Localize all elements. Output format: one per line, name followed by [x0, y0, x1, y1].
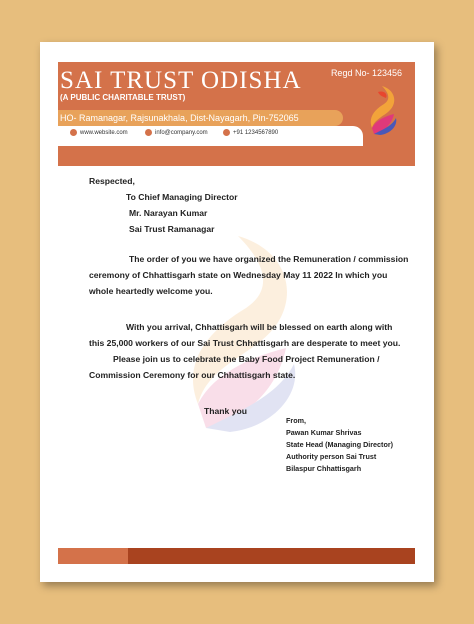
letterhead-page — [40, 42, 434, 582]
paragraph-2-line: Please join us to celebrate the Baby Food Project Remuneration / — [113, 354, 380, 364]
paragraph-2-line: With you arrival, Chhattisgarh will be blessed on earth along with — [126, 322, 393, 332]
phone-icon — [223, 129, 230, 136]
signer-line: Pawan Kumar Shrivas — [286, 428, 362, 437]
paragraph-2-line: this 25,000 workers of our Sai Trust Chhattisgarh are desperate to meet you. — [89, 338, 401, 348]
address: HO- Ramanagar, Rajsunakhala, Dist-Nayagarh, Pin-752065 — [60, 113, 299, 123]
mail-icon — [145, 129, 152, 136]
contact-email — [145, 129, 208, 136]
signer-line: State Head (Managing Director) — [286, 440, 394, 449]
org-subtitle: (A PUBLIC CHARITABLE TRUST) — [60, 93, 186, 102]
contact-website — [70, 129, 128, 136]
phone-text: +91 1234567890 — [233, 129, 279, 136]
signer-line: Bilaspur Chhattisgarh — [286, 464, 362, 473]
org-title: SAI TRUST ODISHA — [60, 67, 302, 94]
email-text: info@company.com — [155, 129, 208, 136]
salutation: Respected, — [89, 176, 135, 186]
recipient-name: Mr. Narayan Kumar — [129, 208, 208, 218]
from-label: From, — [286, 416, 306, 425]
signer-line: Authority person Sai Trust — [286, 452, 377, 461]
closing-thanks: Thank you — [204, 406, 247, 416]
recipient-title: To Chief Managing Director — [126, 192, 238, 202]
paragraph-2-line: Commission Ceremony for our Chhattisgarh state. — [89, 370, 296, 380]
footer-accent — [58, 548, 128, 564]
paragraph-1-line: whole heartedly welcome you. — [89, 286, 213, 296]
paragraph-1-line: The order of you we have organized the Remuneration / commission — [129, 254, 409, 264]
recipient-org: Sai Trust Ramanagar — [129, 224, 215, 234]
registration-number: Regd No- 123456 — [330, 68, 402, 78]
paragraph-1-line: ceremony of Chhattisgarh state on Wednesday May 11 2022 In which you — [89, 270, 388, 280]
logo-flame-icon — [362, 84, 402, 136]
contact-phone — [223, 129, 278, 136]
web-icon — [70, 129, 77, 136]
website-text: www.website.com — [80, 129, 128, 136]
